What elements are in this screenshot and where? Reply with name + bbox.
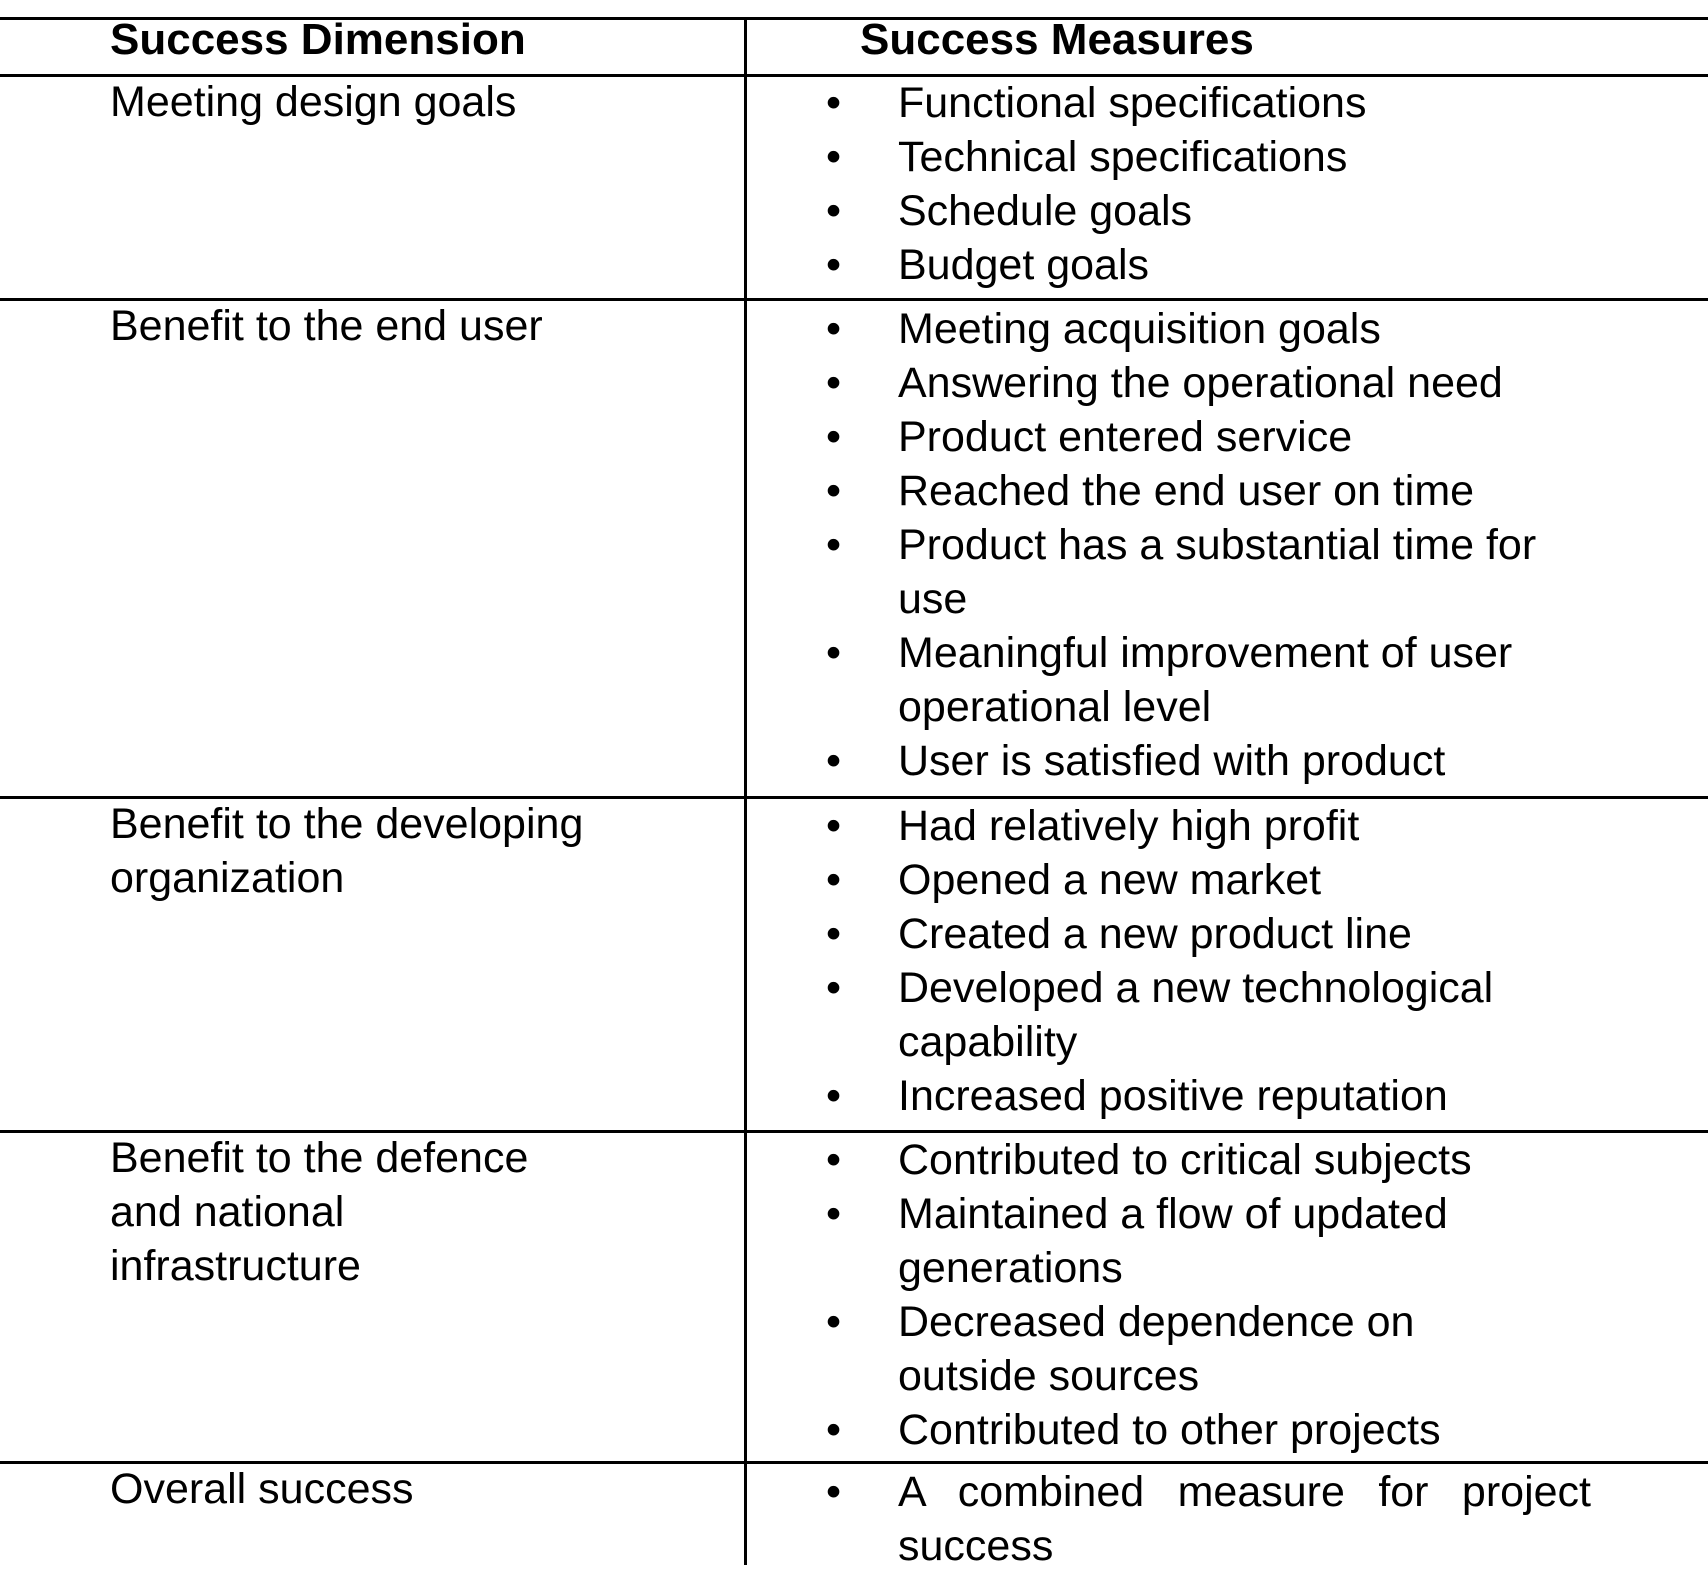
list-item [0,734,1708,788]
bullet-icon: • [826,305,842,353]
list-item [0,1133,1708,1187]
bullet-icon: • [826,910,842,958]
bullet-icon: • [826,629,842,677]
measure-text: Meaningful improvement of user operational level [898,629,1513,731]
list-item [0,1069,1708,1123]
header-success-measures: Success Measures [860,15,1254,64]
measure-text: Schedule goals [898,187,1193,235]
measure-text: Opened a new market [898,856,1322,904]
bullet-icon: • [826,79,842,127]
measure-text: Maintained a flow of updated generations [898,1190,1448,1292]
list-item [0,238,1708,292]
list-item [0,302,1708,356]
measure-text: Reached the end user on time [898,467,1475,515]
measure-text: Product has a substantial time for use [898,521,1537,623]
dimension-cell: Benefit to the end user [110,302,543,350]
bullet-icon: • [826,1468,842,1516]
list-item [0,184,1708,238]
measure-text: Decreased dependence on outside sources [898,1298,1415,1400]
list-item [0,961,1708,1069]
measure-text: Product entered service [898,413,1353,461]
measure-text: Functional specifications [898,79,1367,127]
dimension-cell: Benefit to the defence and national infrastructure [110,1134,529,1290]
measure-text: Technical specifications [898,133,1348,181]
measures-list [0,76,1708,292]
measures-list [0,799,1708,1123]
measure-text: Developed a new technological capability [898,964,1494,1066]
bullet-icon: • [826,1406,842,1454]
bullet-icon: • [826,802,842,850]
bullet-icon: • [826,359,842,407]
bullet-icon: • [826,467,842,515]
list-item [0,799,1708,853]
list-item [0,1403,1708,1457]
list-item [0,1295,1708,1403]
header-success-dimension: Success Dimension [110,15,526,64]
list-item [0,518,1708,626]
list-item [0,130,1708,184]
measure-text: A combined measure for project success [898,1468,1591,1570]
dimension-cell: Meeting design goals [110,78,517,126]
measure-text: Answering the operational need [898,359,1503,407]
measure-text: Contributed to other projects [898,1406,1441,1454]
bullet-icon: • [826,737,842,785]
bullet-icon: • [826,1298,842,1346]
list-item [0,853,1708,907]
list-item [0,356,1708,410]
bullet-icon: • [826,413,842,461]
dimension-cell: Overall success [110,1465,414,1513]
list-item [0,464,1708,518]
measure-text: Had relatively high profit [898,802,1360,850]
measures-list [0,1133,1708,1457]
list-item [0,1465,1708,1573]
list-item [0,410,1708,464]
bullet-icon: • [826,521,842,569]
measure-text: Budget goals [898,241,1150,289]
measure-text: Increased positive reputation [898,1072,1448,1120]
measure-text: Created a new product line [898,910,1412,958]
bullet-icon: • [826,241,842,289]
bullet-icon: • [826,187,842,235]
measures-list [0,302,1708,788]
bullet-icon: • [826,856,842,904]
bullet-icon: • [826,133,842,181]
list-item [0,907,1708,961]
list-item [0,1187,1708,1295]
measures-list [0,1465,1708,1573]
measure-text: Contributed to critical subjects [898,1136,1472,1184]
bullet-icon: • [826,1190,842,1238]
bullet-icon: • [826,1072,842,1120]
bullet-icon: • [826,1136,842,1184]
measure-text: User is satisfied with product [898,737,1446,785]
list-item [0,626,1708,734]
dimension-cell: Benefit to the developing organization [110,800,584,902]
bullet-icon: • [826,964,842,1012]
list-item [0,76,1708,130]
measure-text: Meeting acquisition goals [898,305,1381,353]
